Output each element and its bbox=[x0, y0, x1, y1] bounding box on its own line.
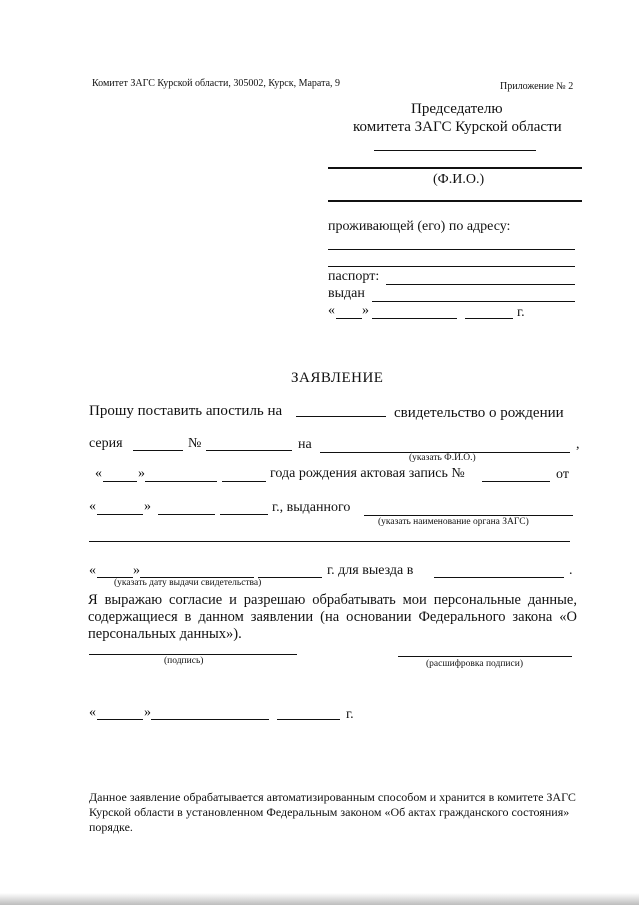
passport-day-line[interactable] bbox=[336, 318, 362, 319]
signature-caption: (подпись) bbox=[164, 656, 204, 666]
issued-by-line[interactable] bbox=[372, 301, 575, 302]
fio-label: (Ф.И.О.) bbox=[433, 172, 485, 187]
addressee-title: Председателю bbox=[411, 101, 503, 117]
birth-year-line[interactable] bbox=[222, 481, 266, 482]
applicant-name-line-2[interactable] bbox=[328, 200, 582, 202]
comma: , bbox=[576, 437, 580, 452]
passport-year-line[interactable] bbox=[465, 318, 513, 319]
birth-date-close-quote: » bbox=[138, 466, 145, 481]
residing-label: проживающей (его) по адресу: bbox=[328, 219, 511, 234]
request-text-prefix: Прошу поставить апостиль на bbox=[89, 403, 283, 419]
birth-day-line[interactable] bbox=[103, 481, 137, 482]
issue-date-close-quote: » bbox=[133, 563, 140, 578]
record-day-line[interactable] bbox=[97, 514, 143, 515]
org-address: Комитет ЗАГС Курской области, 305002, Курск, Марата, 9 bbox=[92, 78, 341, 89]
decoding-caption: (расшифровка подписи) bbox=[426, 659, 523, 669]
record-date-open-quote: « bbox=[89, 499, 96, 514]
processing-note: Данное заявление обрабатывается автоматизированным способом и хранится в комитете ЗАГС Курской области в установленном Федеральным законом «Об актах гражданского состояния» порядке. bbox=[89, 790, 576, 834]
exit-text: г. для выезда в bbox=[327, 563, 414, 578]
application-month-line[interactable] bbox=[151, 719, 269, 720]
birth-date-open-quote: « bbox=[95, 466, 102, 481]
issued-text: г., выданного bbox=[272, 500, 351, 515]
address-line-2[interactable] bbox=[328, 266, 575, 267]
record-number-line[interactable] bbox=[482, 481, 550, 482]
issue-date-open-quote: « bbox=[89, 563, 96, 578]
issue-year-line[interactable] bbox=[258, 577, 322, 578]
date-caption: (указать дату выдачи свидетельства) bbox=[114, 578, 262, 588]
issuing-organ-line[interactable] bbox=[364, 515, 573, 516]
applicant-name-line[interactable] bbox=[328, 167, 582, 169]
on-label: на bbox=[298, 437, 312, 452]
certificate-count-line[interactable] bbox=[296, 416, 386, 417]
passport-month-line[interactable] bbox=[372, 318, 457, 319]
series-label: серия bbox=[89, 436, 123, 451]
consent-text: Я выражаю согласие и разрешаю обрабатывать мои персональные данные, содержащиеся в данном заявлении (на основании Федерального закона «О персональных данных»). bbox=[88, 592, 577, 642]
record-month-line[interactable] bbox=[158, 514, 215, 515]
appendix-number: Приложение № 2 bbox=[500, 81, 574, 92]
issued-label: выдан bbox=[328, 286, 365, 301]
application-date-open-quote: « bbox=[89, 705, 96, 720]
fio-caption: (указать Ф.И.О.) bbox=[409, 453, 476, 463]
signature-decoding-line[interactable] bbox=[398, 656, 572, 657]
certificate-number-line[interactable] bbox=[206, 450, 292, 451]
organ-caption: (указать наименование органа ЗАГС) bbox=[378, 517, 529, 527]
record-date-close-quote: » bbox=[144, 499, 151, 514]
addressee-organization: комитета ЗАГС Курской области bbox=[353, 119, 562, 135]
passport-year-suffix: г. bbox=[517, 305, 525, 320]
from-label: от bbox=[556, 467, 569, 482]
document-title: ЗАЯВЛЕНИЕ bbox=[291, 370, 384, 386]
application-date-close-quote: » bbox=[144, 705, 151, 720]
birth-month-line[interactable] bbox=[145, 481, 217, 482]
record-year-line[interactable] bbox=[220, 514, 268, 515]
application-day-line[interactable] bbox=[97, 719, 143, 720]
request-text-suffix: свидетельство о рождении bbox=[394, 405, 564, 421]
address-line-1[interactable] bbox=[328, 249, 575, 250]
passport-line[interactable] bbox=[386, 284, 575, 285]
application-year-line[interactable] bbox=[277, 719, 340, 720]
birth-year-text: года рождения актовая запись № bbox=[270, 466, 465, 481]
passport-date-close-quote: » bbox=[362, 303, 369, 318]
application-year-suffix: г. bbox=[346, 707, 354, 722]
series-line[interactable] bbox=[133, 450, 183, 451]
scan-edge-shadow bbox=[0, 893, 639, 905]
signature-line[interactable] bbox=[89, 654, 297, 655]
chairman-name-line[interactable] bbox=[374, 150, 536, 151]
number-label: № bbox=[188, 436, 202, 451]
passport-date-open-quote: « bbox=[328, 303, 335, 318]
period: . bbox=[569, 563, 573, 578]
destination-country-line[interactable] bbox=[434, 577, 564, 578]
passport-label: паспорт: bbox=[328, 269, 380, 284]
issuing-organ-line-2[interactable] bbox=[89, 541, 570, 542]
